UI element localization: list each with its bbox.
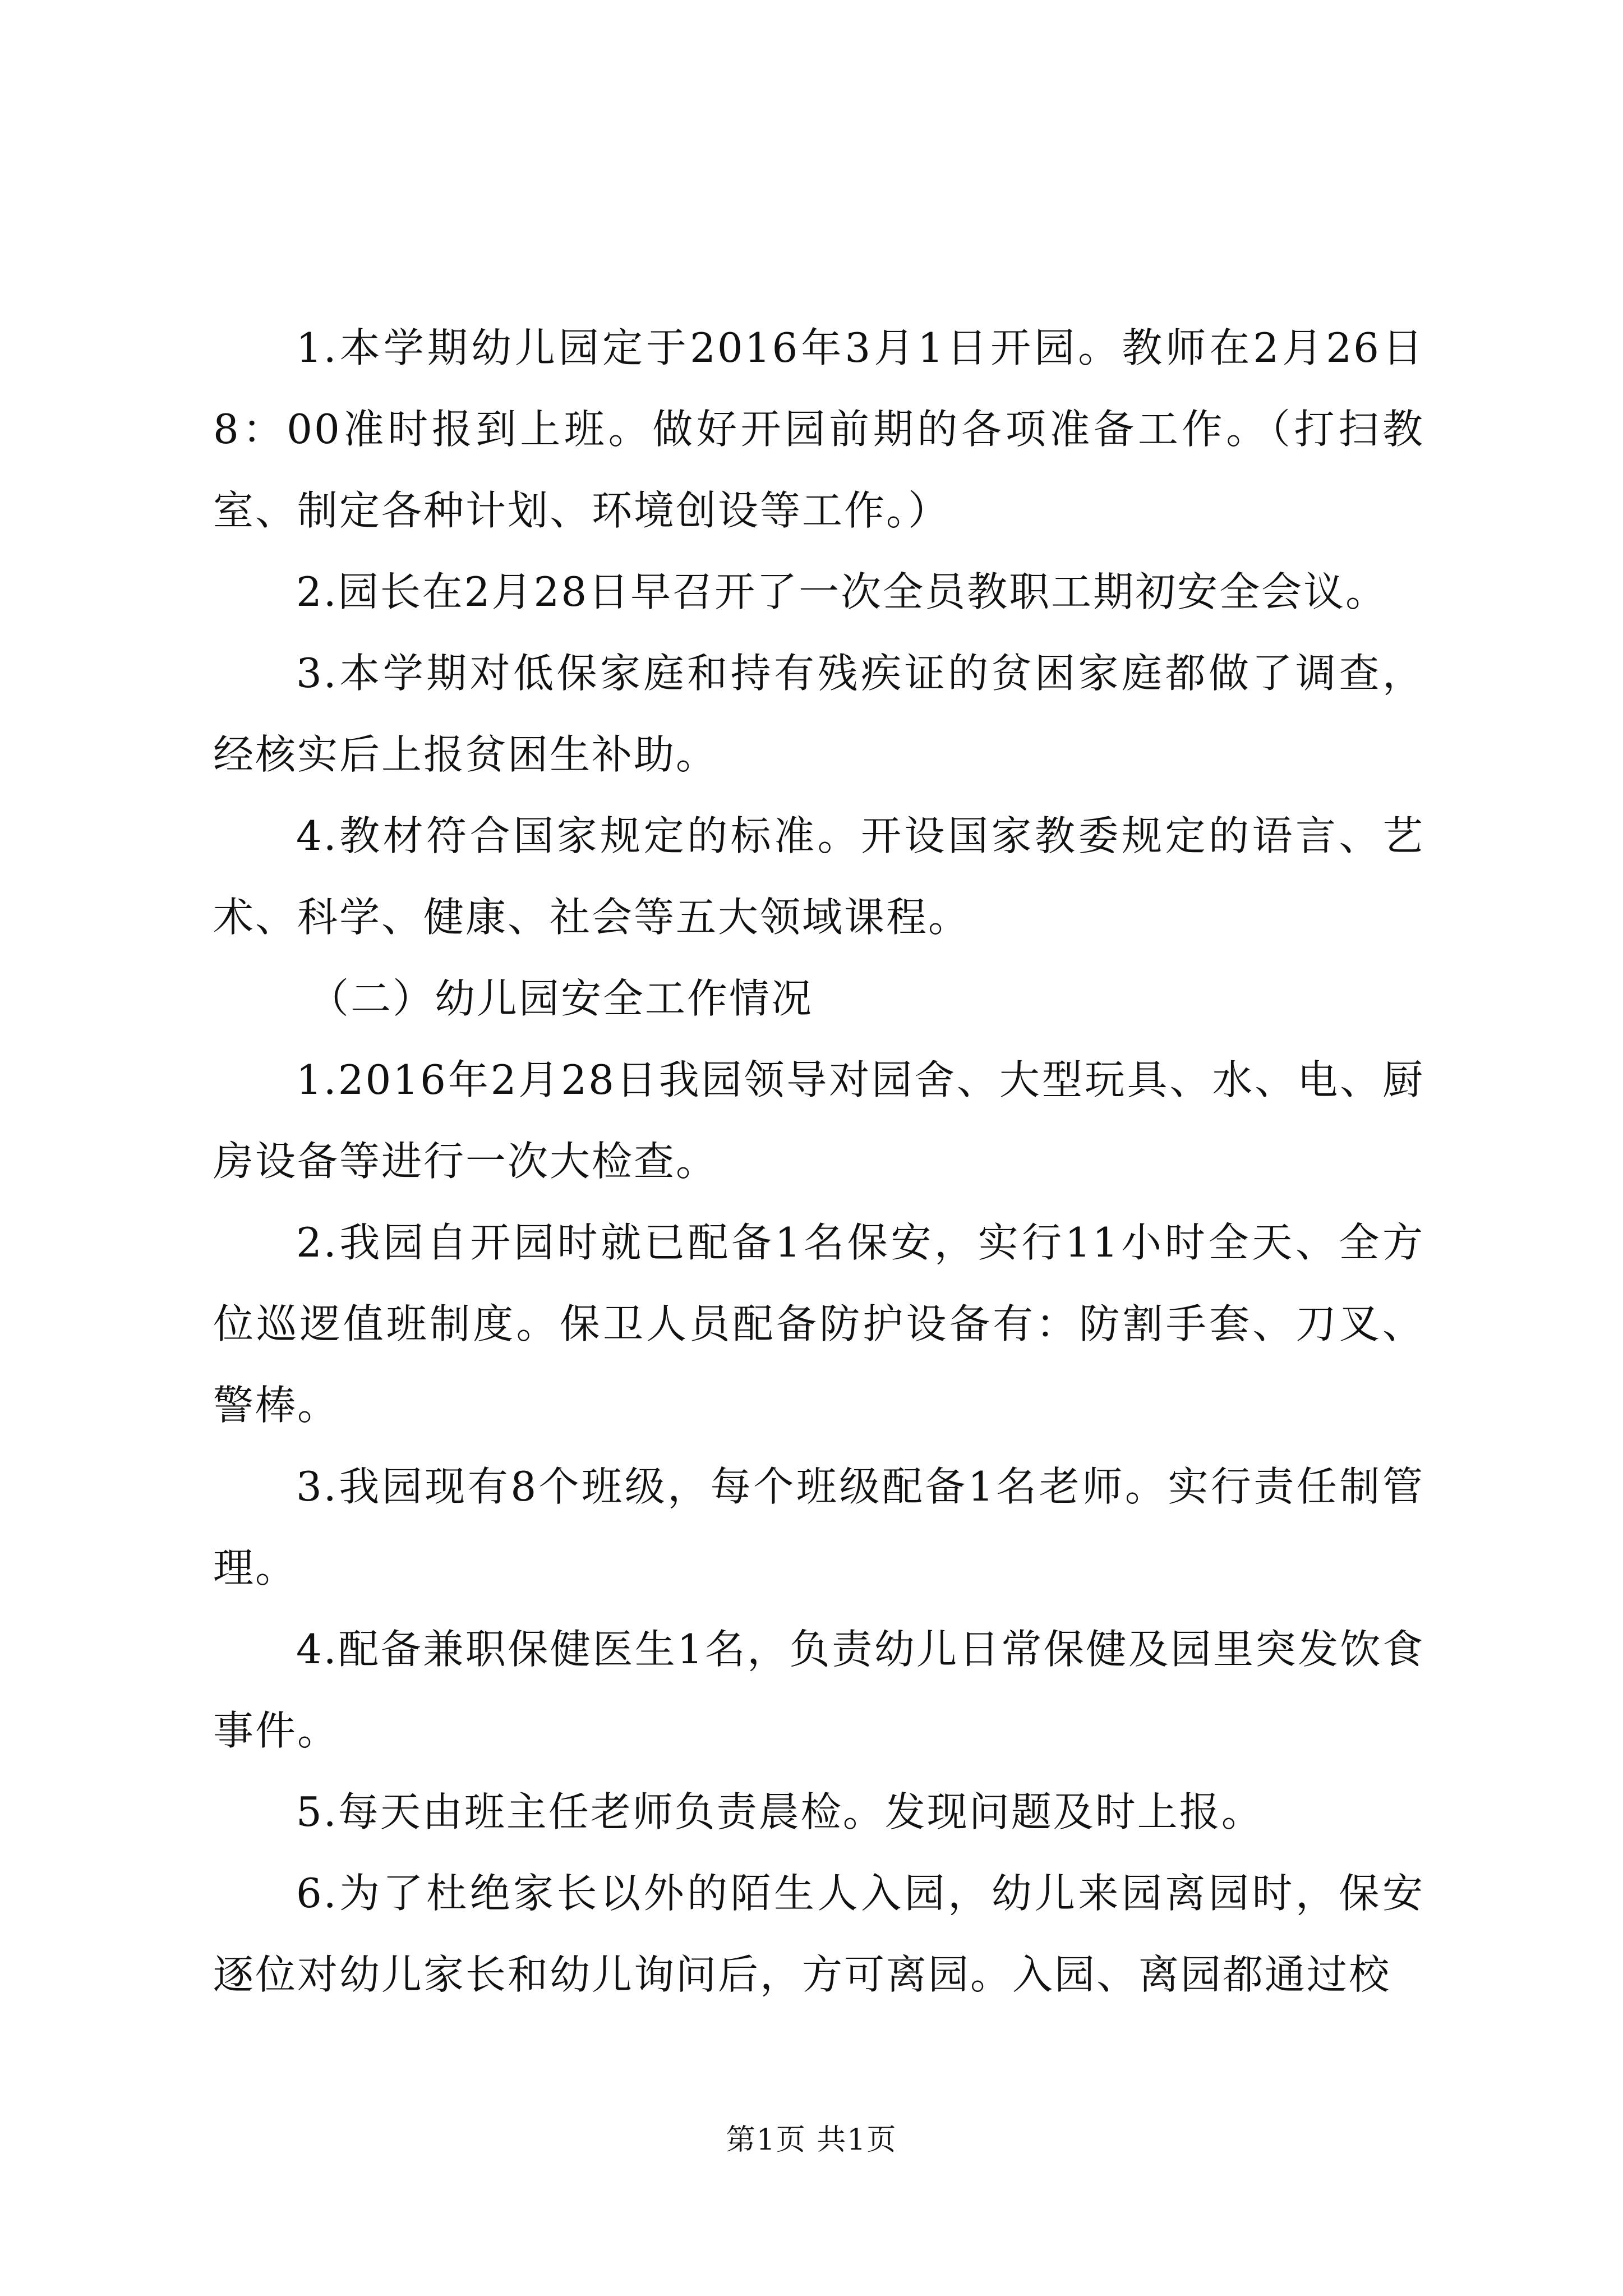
paragraph-10: 6.为了杜绝家长以外的陌生人入园，幼儿来园离园时，保安逐位对幼儿家长和幼儿询问后，方可离园。入园、离园都通过校 (213, 1870, 1424, 1998)
paragraph-7: 3.我园现有8个班级，每个班级配备1名老师。实行责任制管理。 (213, 1463, 1424, 1591)
paragraph-6: 2.我园自开园时就已配备1名保安，实行11小时全天、全方位巡逻值班制度。保卫人员配备防护设备有：防割手套、刀叉、警棒。 (213, 1219, 1424, 1429)
section-heading: （二）幼儿园安全工作情况 (308, 975, 814, 1022)
paragraph-3: 3.本学期对低保家庭和持有残疾证的贫困家庭都做了调查，经核实后上报贫困生补助。 (213, 650, 1424, 778)
paragraph-8: 4.配备兼职保健医生1名，负责幼儿日常保健及园里突发饮食事件。 (213, 1626, 1424, 1754)
paragraph-1: 1.本学期幼儿园定于2016年3月1日开园。教师在2月26日8：00准时报到上班。做好开园前期的各项准备工作。（打扫教室、制定各种计划、环境创设等工作。） (213, 324, 1424, 534)
document-body (213, 307, 1424, 2016)
paragraph-5: 1.2016年2月28日我园领导对园舍、大型玩具、水、电、厨房设备等进行一次大检查。 (213, 1056, 1424, 1185)
page-number-footer: 第1页 共1页 (726, 2123, 897, 2157)
paragraph-2: 2.园长在2月28日早召开了一次全员教职工期初安全会议。 (296, 568, 1388, 615)
paragraph-9: 5.每天由班主任老师负责晨检。发现问题及时上报。 (296, 1788, 1264, 1835)
paragraph-4: 4.教材符合国家规定的标准。开设国家教委规定的语言、艺术、科学、健康、社会等五大领域课程。 (213, 812, 1424, 941)
